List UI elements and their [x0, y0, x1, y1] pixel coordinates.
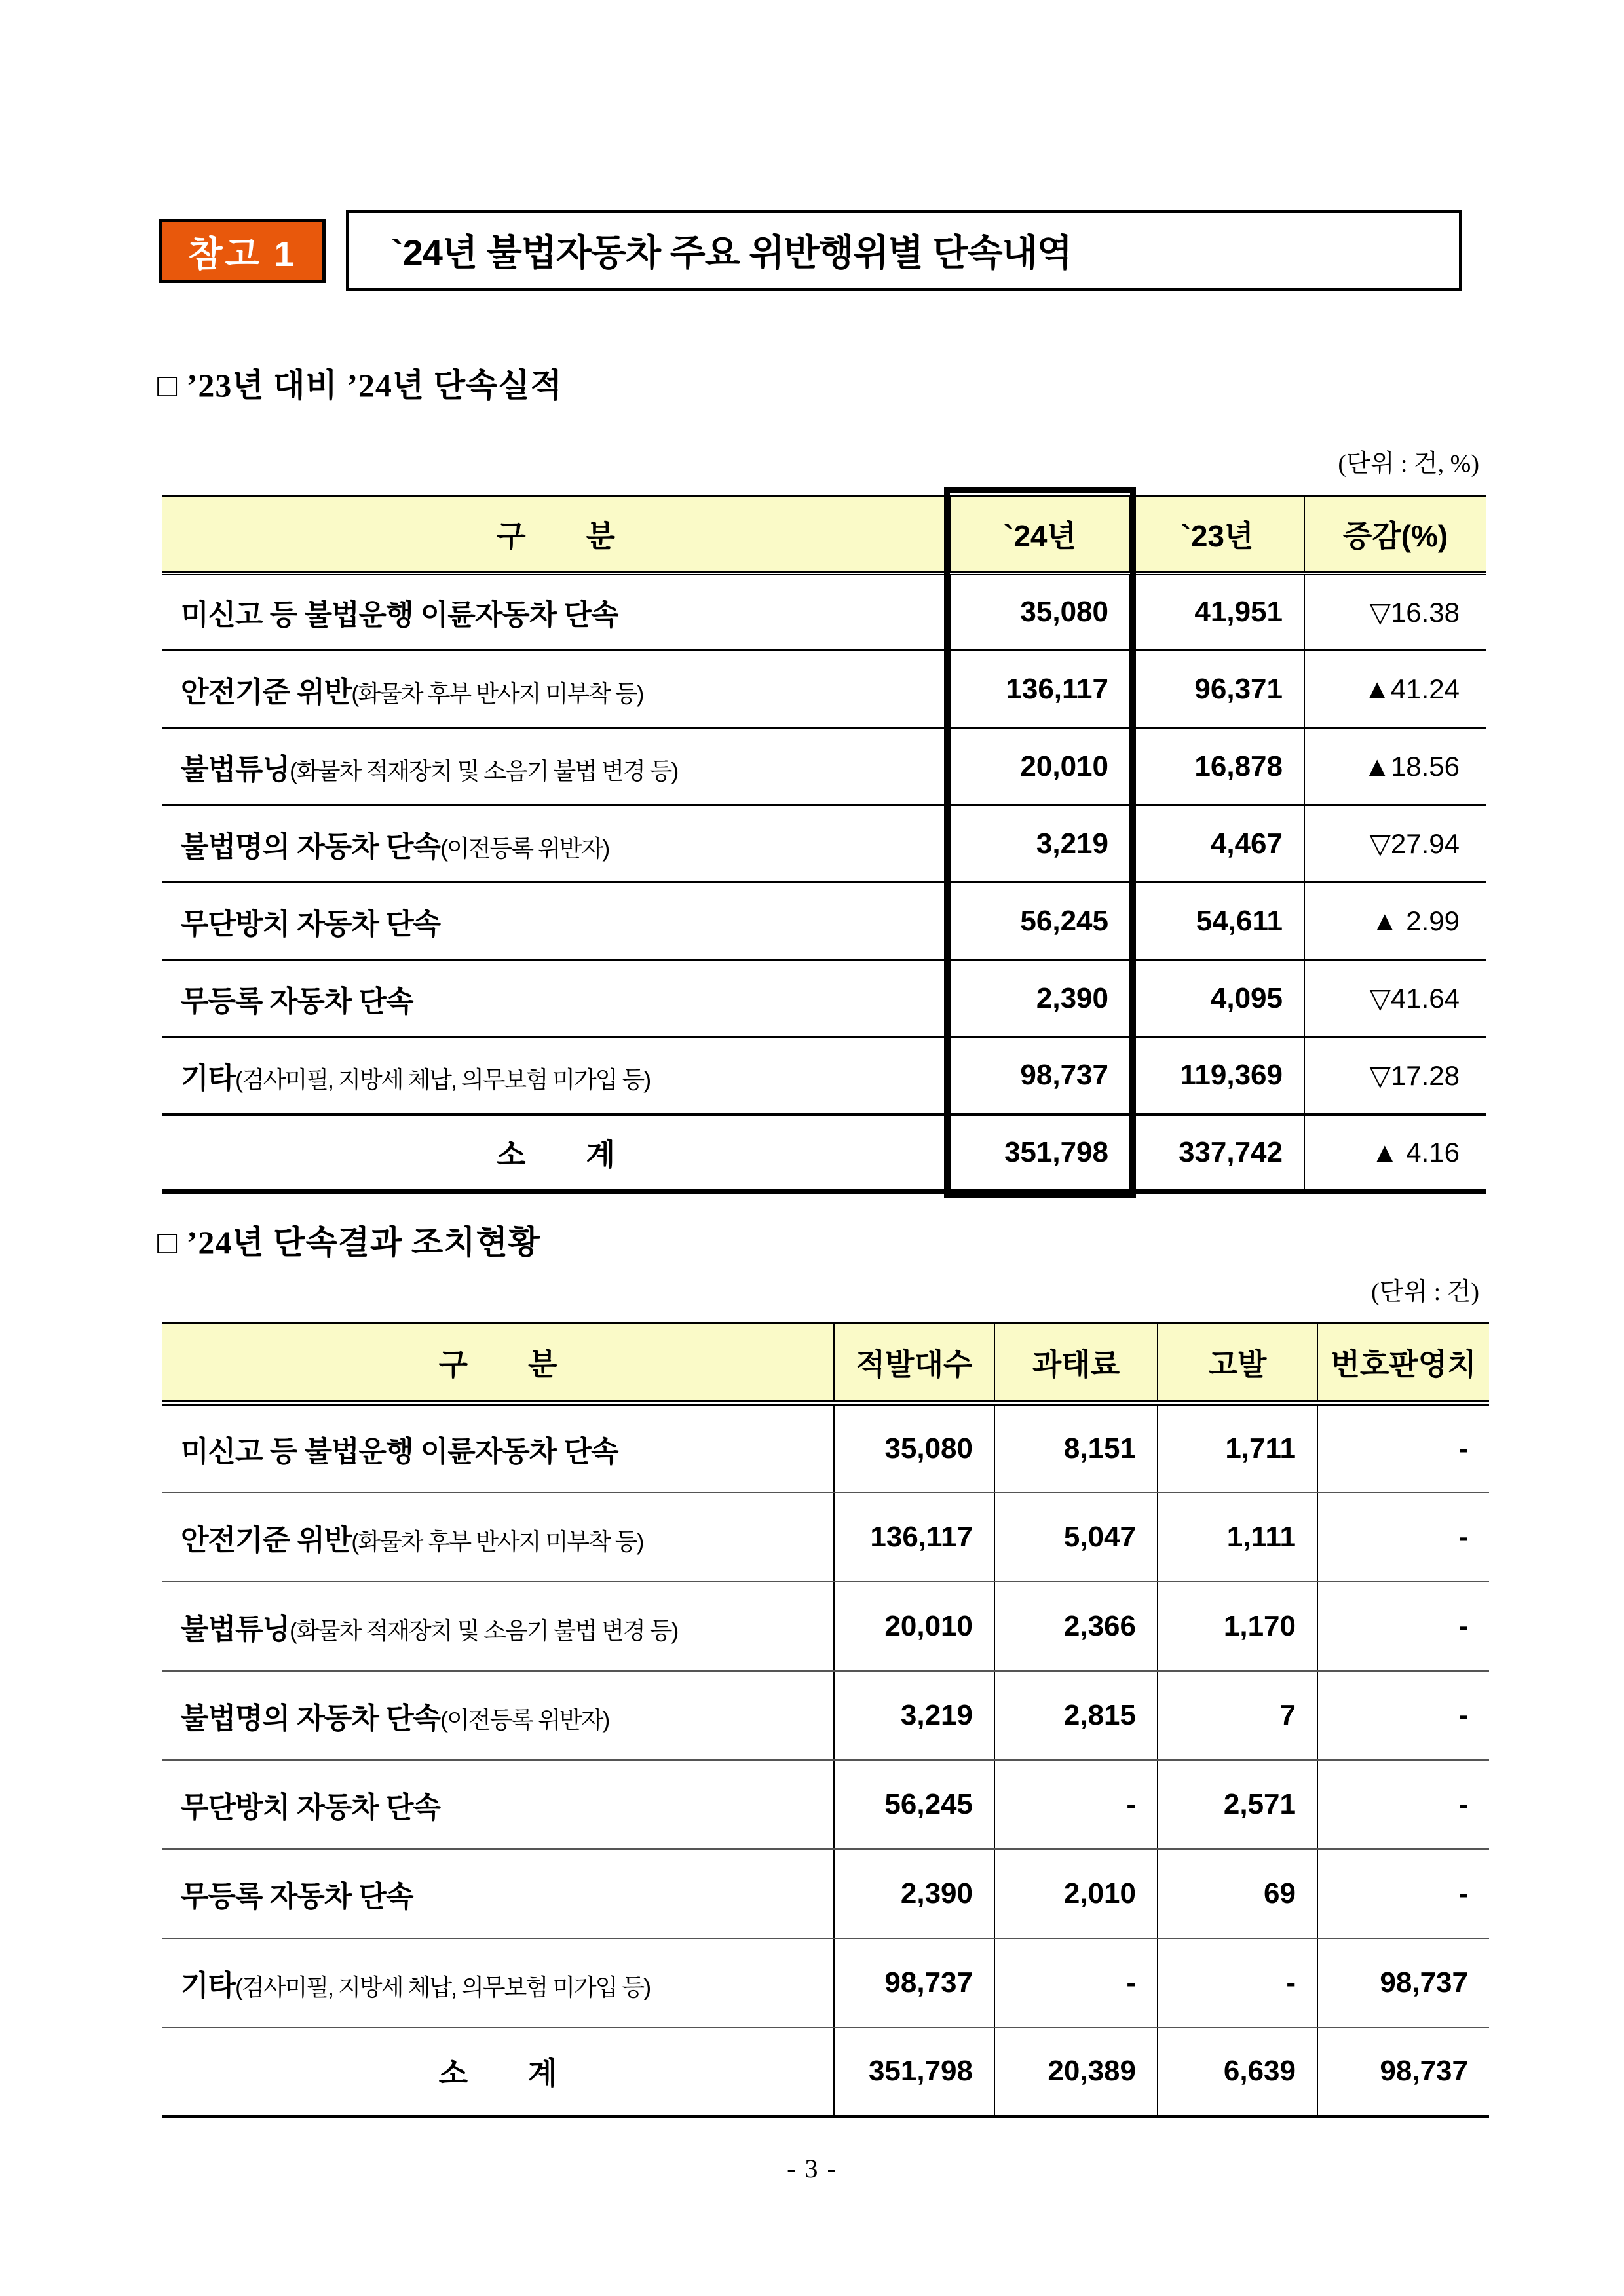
row-label-sub: (화물차 적재장치 및 소음기 불법 변경 등)	[290, 757, 678, 784]
value-2023: 16,878	[1130, 728, 1304, 805]
row-label	[162, 1760, 834, 1849]
plate-confiscation-count: -	[1317, 1760, 1489, 1849]
subtotal-label: 소 계	[162, 2027, 834, 2116]
plate-confiscation-count: -	[1317, 1582, 1489, 1671]
value-2024: 35,080	[950, 573, 1130, 651]
change-percent: ▲ 2.99	[1304, 883, 1486, 960]
value-2023: 96,371	[1130, 651, 1304, 728]
row-label-main: 불법튜닝	[181, 753, 290, 786]
row-label-main: 무등록 자동차 단속	[181, 985, 413, 1018]
change-percent: ▽27.94	[1304, 805, 1486, 883]
row-label-sub: (검사미필, 지방세 체납, 의무보험 미가입 등)	[235, 1973, 651, 2000]
row-label	[162, 883, 950, 960]
change-percent: ▲18.56	[1304, 728, 1486, 805]
value-2024: 98,737	[950, 1037, 1130, 1115]
row-label	[162, 1938, 834, 2027]
table-row	[162, 573, 1486, 651]
subtotal-row	[162, 1115, 1486, 1192]
table-row	[162, 1493, 1489, 1582]
detected-count: 20,010	[834, 1582, 994, 1671]
row-label-main: 안전기준 위반	[181, 1523, 352, 1556]
row-label-sub: (검사미필, 지방세 체납, 의무보험 미가입 등)	[235, 1066, 651, 1093]
row-label-main: 미신고 등 불법운행 이륜자동차 단속	[181, 1436, 618, 1468]
row-label-main: 불법명의 자동차 단속	[181, 1702, 440, 1734]
column-header-2023: `23년	[1130, 496, 1304, 573]
value-2023: 41,951	[1130, 573, 1304, 651]
prosecution-count: 69	[1158, 1849, 1317, 1938]
detected-count: 2,390	[834, 1849, 994, 1938]
table-row	[162, 1404, 1489, 1493]
column-header-category: 구 분	[162, 496, 950, 573]
row-label	[162, 728, 950, 805]
row-label	[162, 1493, 834, 1582]
document-title: `24년 불법자동차 주요 위반행위별 단속내역	[346, 210, 1462, 291]
column-header-plate-confiscation: 번호판영치	[1317, 1324, 1489, 1404]
row-label-main: 무단방치 자동차 단속	[181, 908, 440, 940]
subtotal-row	[162, 2027, 1489, 2116]
table-row	[162, 1760, 1489, 1849]
change-percent: ▽41.64	[1304, 960, 1486, 1037]
table-row	[162, 1582, 1489, 1671]
subtotal-fine: 20,389	[994, 2027, 1158, 2116]
row-label	[162, 960, 950, 1037]
subtotal-2024: 351,798	[950, 1115, 1130, 1192]
row-label-main: 무등록 자동차 단속	[181, 1880, 413, 1913]
table-row	[162, 805, 1486, 883]
value-2024: 2,390	[950, 960, 1130, 1037]
value-2024: 56,245	[950, 883, 1130, 960]
detected-count: 56,245	[834, 1760, 994, 1849]
value-2023: 4,095	[1130, 960, 1304, 1037]
row-label	[162, 1671, 834, 1760]
subtotal-change: ▲ 4.16	[1304, 1115, 1486, 1192]
table-row	[162, 883, 1486, 960]
fine-count: 2,366	[994, 1582, 1158, 1671]
fine-count: 5,047	[994, 1493, 1158, 1582]
row-label	[162, 573, 950, 651]
row-label-sub: (화물차 후부 반사지 미부착 등)	[351, 1527, 643, 1555]
section1-heading: □ ’23년 대비 ’24년 단속실적	[157, 367, 563, 404]
row-label-main: 불법명의 자동차 단속	[181, 830, 440, 863]
section2-heading: □ ’24년 단속결과 조치현황	[157, 1224, 541, 1261]
column-header-2024: `24년	[950, 496, 1130, 573]
prosecution-count: -	[1158, 1938, 1317, 2027]
value-2024: 136,117	[950, 651, 1130, 728]
table-row	[162, 960, 1486, 1037]
fine-count: -	[994, 1938, 1158, 2027]
row-label	[162, 805, 950, 883]
table-header-row	[162, 496, 1486, 573]
reference-number-badge: 참고 1	[159, 219, 326, 283]
column-header-change: 증감(%)	[1304, 496, 1486, 573]
fine-count: 2,815	[994, 1671, 1158, 1760]
plate-confiscation-count: -	[1317, 1404, 1489, 1493]
fine-count: -	[994, 1760, 1158, 1849]
table-header-row	[162, 1324, 1489, 1404]
column-header-fine: 과태료	[994, 1324, 1158, 1404]
page-number: - 3 -	[787, 2154, 837, 2183]
enforcement-comparison-table	[162, 495, 1486, 1194]
prosecution-count: 1,711	[1158, 1404, 1317, 1493]
row-label-main: 불법튜닝	[181, 1613, 290, 1645]
plate-confiscation-count: -	[1317, 1671, 1489, 1760]
subtotal-plate: 98,737	[1317, 2027, 1489, 2116]
value-2023: 119,369	[1130, 1037, 1304, 1115]
section1-unit-label: (단위 : 건, %)	[1338, 450, 1479, 478]
detected-count: 3,219	[834, 1671, 994, 1760]
table-row	[162, 1849, 1489, 1938]
row-label-main: 안전기준 위반	[181, 676, 352, 708]
section2-unit-label: (단위 : 건)	[1371, 1278, 1479, 1306]
value-2024: 20,010	[950, 728, 1130, 805]
plate-confiscation-count: 98,737	[1317, 1938, 1489, 2027]
subtotal-2023: 337,742	[1130, 1115, 1304, 1192]
prosecution-count: 1,111	[1158, 1493, 1317, 1582]
table-row	[162, 728, 1486, 805]
row-label	[162, 1037, 950, 1115]
detected-count: 98,737	[834, 1938, 994, 2027]
value-2024: 3,219	[950, 805, 1130, 883]
row-label-main: 미신고 등 불법운행 이륜자동차 단속	[181, 599, 618, 632]
detected-count: 136,117	[834, 1493, 994, 1582]
row-label	[162, 651, 950, 728]
fine-count: 8,151	[994, 1404, 1158, 1493]
prosecution-count: 7	[1158, 1671, 1317, 1760]
value-2023: 4,467	[1130, 805, 1304, 883]
subtotal-detected: 351,798	[834, 2027, 994, 2116]
row-label-main: 기타	[181, 1969, 236, 2002]
prosecution-count: 2,571	[1158, 1760, 1317, 1849]
row-label	[162, 1582, 834, 1671]
row-label-sub: (화물차 적재장치 및 소음기 불법 변경 등)	[290, 1617, 678, 1644]
enforcement-actions-table	[162, 1322, 1489, 2118]
row-label-main: 기타	[181, 1062, 236, 1094]
prosecution-count: 1,170	[1158, 1582, 1317, 1671]
plate-confiscation-count: -	[1317, 1849, 1489, 1938]
change-percent: ▽17.28	[1304, 1037, 1486, 1115]
subtotal-prosecution: 6,639	[1158, 2027, 1317, 2116]
table-row	[162, 651, 1486, 728]
row-label-sub: (이전등록 위반자)	[440, 1706, 609, 1733]
table-row	[162, 1037, 1486, 1115]
row-label	[162, 1849, 834, 1938]
row-label-sub: (화물차 후부 반사지 미부착 등)	[351, 679, 643, 707]
row-label	[162, 1404, 834, 1493]
row-label-sub: (이전등록 위반자)	[440, 834, 609, 862]
change-percent: ▽16.38	[1304, 573, 1486, 651]
table-row	[162, 1938, 1489, 2027]
fine-count: 2,010	[994, 1849, 1158, 1938]
subtotal-label: 소 계	[162, 1115, 950, 1192]
column-header-prosecution: 고발	[1158, 1324, 1317, 1404]
detected-count: 35,080	[834, 1404, 994, 1493]
row-label-main: 무단방치 자동차 단속	[181, 1791, 440, 1824]
plate-confiscation-count: -	[1317, 1493, 1489, 1582]
column-header-detected: 적발대수	[834, 1324, 994, 1404]
change-percent: ▲41.24	[1304, 651, 1486, 728]
table-row	[162, 1671, 1489, 1760]
column-header-category: 구 분	[162, 1324, 834, 1404]
value-2023: 54,611	[1130, 883, 1304, 960]
